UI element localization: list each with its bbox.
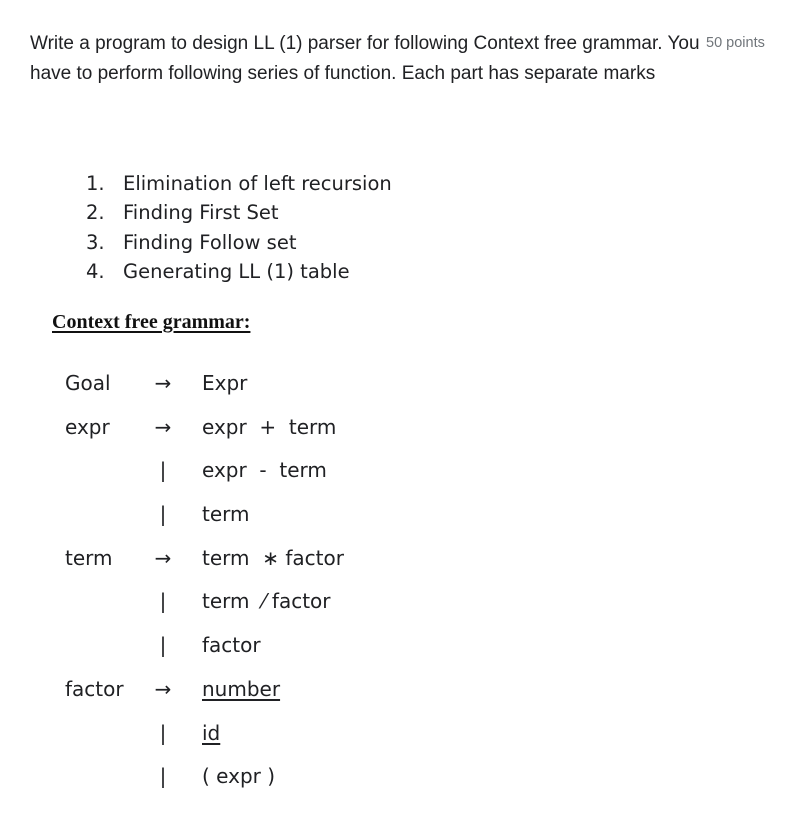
arrow-icon: → bbox=[154, 545, 172, 570]
grammar-rule bbox=[0, 494, 797, 538]
step-label: Generating LL (1) table bbox=[123, 259, 350, 283]
grammar-rule bbox=[0, 713, 797, 757]
grammar-rule bbox=[0, 625, 797, 669]
arrow-icon: → bbox=[154, 676, 172, 701]
arrow-icon: → bbox=[154, 414, 172, 439]
list-item bbox=[86, 169, 392, 198]
step-number: 3. bbox=[86, 230, 105, 254]
step-number: 4. bbox=[86, 259, 105, 283]
rule-rhs: expr - term bbox=[202, 458, 327, 483]
arrow-icon: → bbox=[154, 371, 172, 395]
alternative-bar: | bbox=[159, 502, 167, 527]
step-number: 1. bbox=[86, 172, 105, 195]
grammar-rule bbox=[0, 756, 797, 800]
grammar-rule bbox=[0, 450, 797, 494]
rule-rhs: Expr bbox=[202, 371, 248, 395]
rule-lhs: term bbox=[65, 545, 113, 570]
rule-lhs: expr bbox=[65, 414, 110, 439]
alternative-bar: | bbox=[159, 458, 167, 483]
rule-rhs: number bbox=[202, 676, 281, 701]
list-item bbox=[86, 257, 392, 286]
alternative-bar: | bbox=[159, 764, 167, 789]
rule-rhs: expr + term bbox=[202, 414, 337, 439]
step-label: Finding Follow set bbox=[123, 230, 297, 254]
grammar-title: Context free grammar: bbox=[52, 311, 251, 333]
question-text: Write a program to design LL (1) parser for following Context free grammar. You have to perform following series of function. Each part has separate marks bbox=[30, 33, 700, 84]
step-number: 2. bbox=[86, 201, 105, 225]
step-label: Finding First Set bbox=[123, 201, 279, 225]
rule-lhs: factor bbox=[65, 676, 124, 701]
grammar-rule bbox=[0, 363, 797, 407]
step-label: Elimination of left recursion bbox=[123, 172, 392, 195]
list-item bbox=[86, 228, 392, 257]
rule-rhs: ( expr ) bbox=[202, 764, 276, 789]
alternative-bar: | bbox=[159, 720, 167, 745]
alternative-bar: | bbox=[159, 633, 167, 658]
rule-rhs: term bbox=[202, 502, 250, 527]
rule-rhs: id bbox=[202, 720, 221, 745]
rule-rhs: term ⁄ factor bbox=[202, 589, 331, 614]
grammar-rule bbox=[0, 669, 797, 713]
alternative-bar: | bbox=[159, 589, 167, 614]
points-label: 50 points bbox=[706, 35, 765, 51]
grammar-rules bbox=[0, 363, 797, 800]
list-item bbox=[86, 198, 392, 227]
rule-lhs: Goal bbox=[65, 371, 111, 395]
rule-rhs: term ∗ factor bbox=[202, 545, 344, 570]
rule-rhs: factor bbox=[202, 633, 261, 658]
steps-list bbox=[86, 169, 392, 286]
grammar-rule bbox=[0, 538, 797, 582]
grammar-rule bbox=[0, 407, 797, 451]
grammar-rule bbox=[0, 581, 797, 625]
